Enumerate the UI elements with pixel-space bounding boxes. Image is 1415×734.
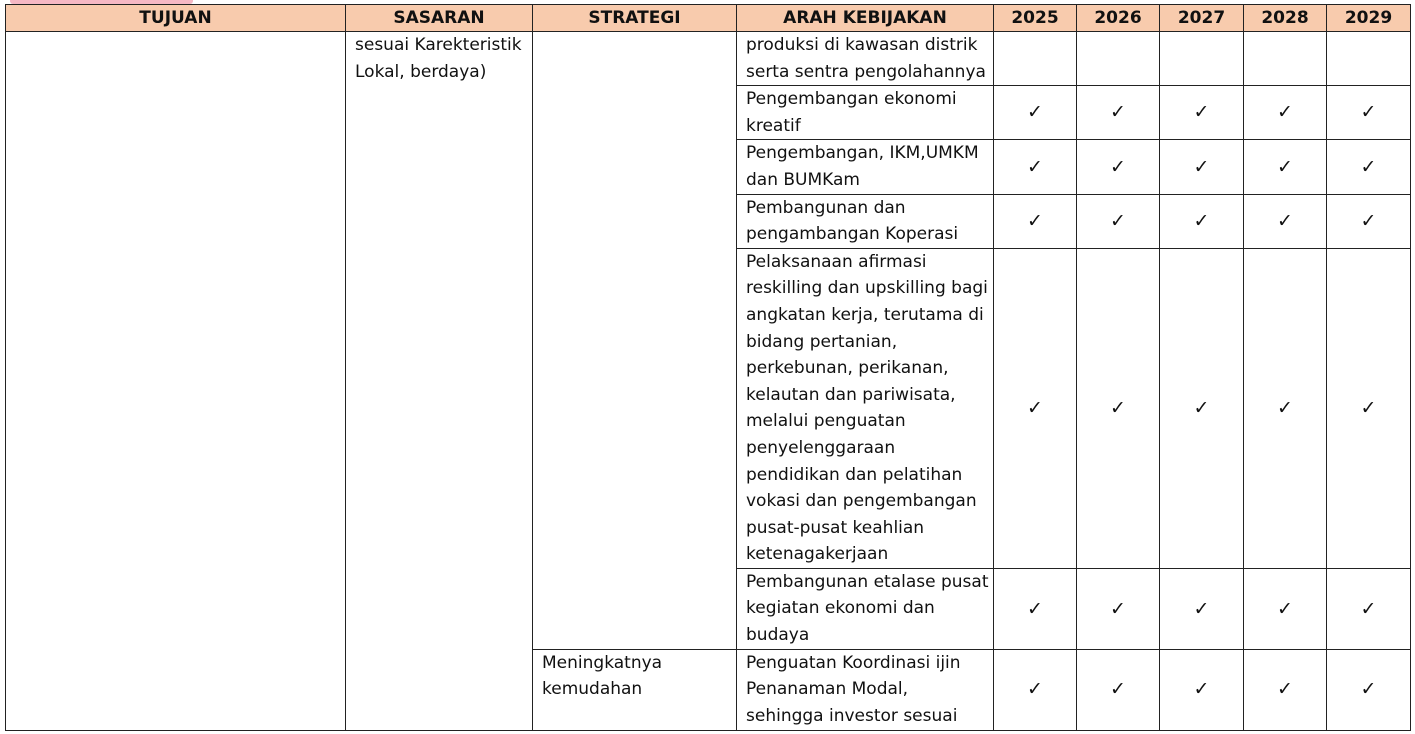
year-cell-empty	[1077, 32, 1160, 86]
check-mark: ✓	[1077, 649, 1160, 730]
check-mark: ✓	[994, 248, 1077, 568]
check-mark: ✓	[1160, 248, 1244, 568]
check-mark: ✓	[994, 86, 1077, 140]
header-year-2028: 2028	[1244, 5, 1327, 32]
check-mark: ✓	[1244, 194, 1327, 248]
check-mark: ✓	[1077, 86, 1160, 140]
arah-cell: Pengembangan, IKM,UMKM dan BUMKam	[737, 140, 994, 194]
header-row	[6, 5, 1411, 32]
check-mark: ✓	[1160, 649, 1244, 730]
header-sasaran: SASARAN	[346, 5, 533, 32]
check-mark: ✓	[1327, 140, 1411, 194]
check-mark: ✓	[1160, 86, 1244, 140]
check-mark: ✓	[1077, 194, 1160, 248]
arah-cell: Pembangunan etalase pusat kegiatan ekonomi dan budaya	[737, 568, 994, 649]
arah-cell: Pengembangan ekonomi kreatif	[737, 86, 994, 140]
tujuan-cell	[6, 32, 346, 731]
check-mark: ✓	[994, 568, 1077, 649]
check-mark: ✓	[994, 140, 1077, 194]
sasaran-cell: sesuai Karekteristik Lokal, berdaya)	[346, 32, 533, 731]
arah-cell: produksi di kawasan distrik serta sentra pengolahannya	[737, 32, 994, 86]
check-mark: ✓	[1327, 568, 1411, 649]
policy-table	[5, 4, 1411, 731]
year-cell-empty	[1244, 32, 1327, 86]
check-mark: ✓	[1327, 194, 1411, 248]
strategi-cell: Meningkatnya kemudahan	[533, 649, 737, 730]
header-year-2027: 2027	[1160, 5, 1244, 32]
check-mark: ✓	[1160, 568, 1244, 649]
header-year-2029: 2029	[1327, 5, 1411, 32]
check-mark: ✓	[1244, 86, 1327, 140]
strategi-cell-empty	[533, 32, 737, 650]
check-mark: ✓	[1244, 649, 1327, 730]
check-mark: ✓	[1244, 140, 1327, 194]
year-cell-empty	[1160, 32, 1244, 86]
arah-cell: Pembangunan dan pengambangan Koperasi	[737, 194, 994, 248]
table-row	[6, 32, 1411, 86]
year-cell-empty	[994, 32, 1077, 86]
check-mark: ✓	[1077, 248, 1160, 568]
check-mark: ✓	[1244, 568, 1327, 649]
check-mark: ✓	[1244, 248, 1327, 568]
check-mark: ✓	[1327, 649, 1411, 730]
check-mark: ✓	[994, 649, 1077, 730]
check-mark: ✓	[1160, 140, 1244, 194]
header-year-2026: 2026	[1077, 5, 1160, 32]
year-cell-empty	[1327, 32, 1411, 86]
header-arah-kebijakan: ARAH KEBIJAKAN	[737, 5, 994, 32]
check-mark: ✓	[1077, 140, 1160, 194]
check-mark: ✓	[1327, 86, 1411, 140]
arah-cell: Pelaksanaan afirmasi reskilling dan upskilling bagi angkatan kerja, terutama di bidang pertanian, perkebunan, perikanan, kelautan dan pariwisata, melalui penguatan penyelenggaraan pendidikan dan pelatihan vokasi dan pengembangan pusat-pusat keahlian ketenagakerjaan	[737, 248, 994, 568]
check-mark: ✓	[994, 194, 1077, 248]
arah-cell: Penguatan Koordinasi ijin Penanaman Modal, sehingga investor sesuai	[737, 649, 994, 730]
header-tujuan: TUJUAN	[6, 5, 346, 32]
check-mark: ✓	[1077, 568, 1160, 649]
header-strategi: STRATEGI	[533, 5, 737, 32]
header-year-2025: 2025	[994, 5, 1077, 32]
check-mark: ✓	[1160, 194, 1244, 248]
check-mark: ✓	[1327, 248, 1411, 568]
